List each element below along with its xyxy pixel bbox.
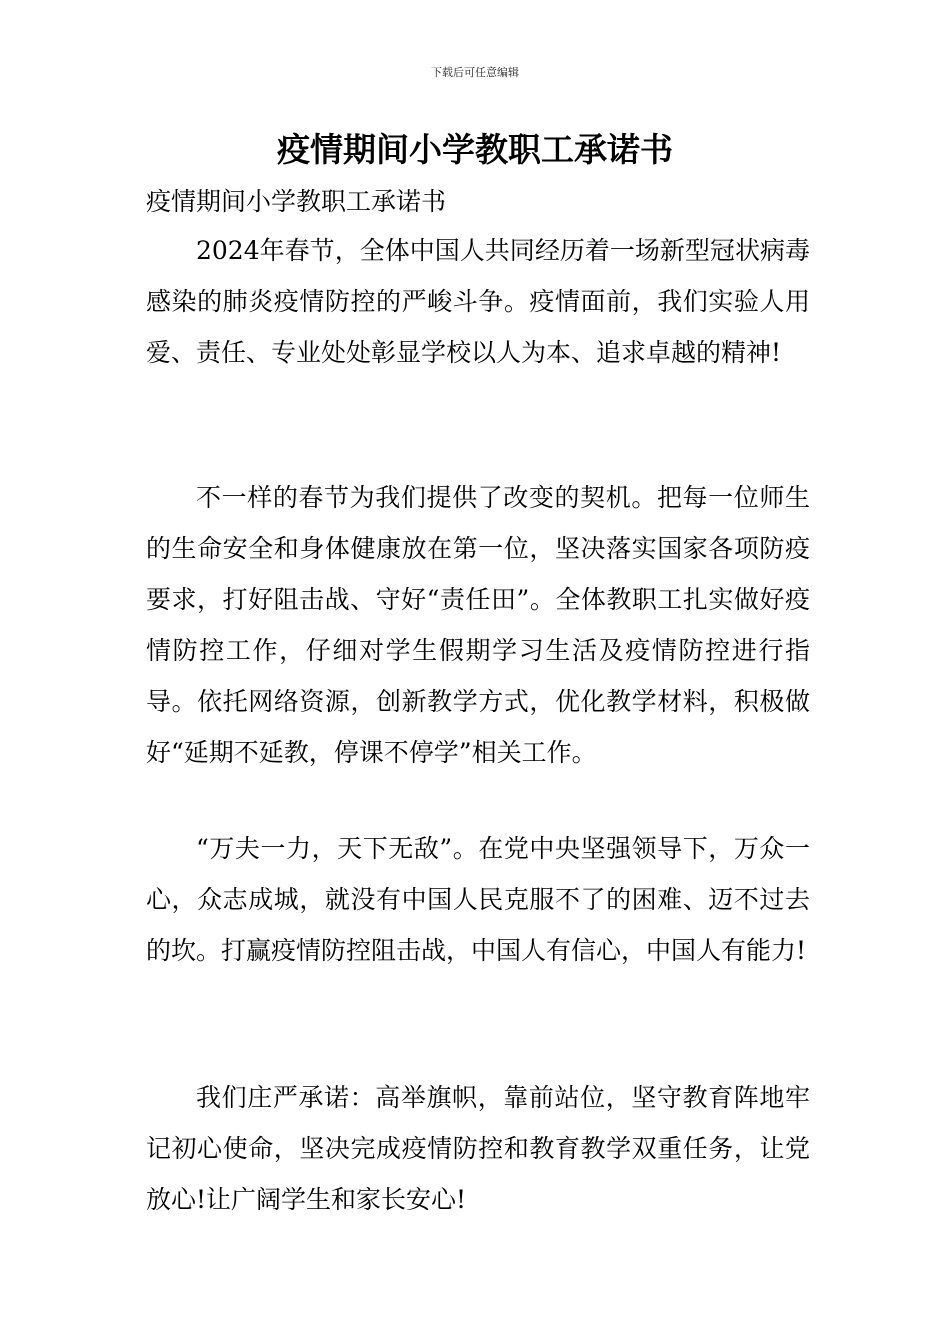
paragraph-3: “万夫一力，天下无敌”。在党中央坚强领导下，万众一心，众志成城，就没有中国人民克服不了的困难、迈不过去的坎。打赢疫情防控阻击战，中国人有信心，中国人有能力!	[146, 834, 810, 965]
document-title: 疫情期间小学教职工承诺书	[277, 130, 673, 169]
paragraph-1: 2024年春节，全体中国人共同经历着一场新型冠状病毒感染的肺炎疫情防控的严峻斗争。疫情面前，我们实验人用爱、责任、专业处处彰显学校以人为本、追求卓越的精神!	[146, 236, 810, 367]
paragraph-2: 不一样的春节为我们提供了改变的契机。把每一位师生的生命安全和身体健康放在第一位，坚决落实国家各项防疫要求，打好阻击战、守好“责任田”。全体教职工扎实做好疫情防控工作，仔细对学生假期学习生活及疫情防控进行指导。依托网络资源，创新教学方式，优化教学材料，积极做好“延期不延教，停课不停学”相关工作。	[146, 483, 810, 767]
paragraph-4: 我们庄严承诺：高举旗帜，靠前站位，坚守教育阵地牢记初心使命，坚决完成疫情防控和教育教学双重任务，让党放心!让广阔学生和家长安心!	[146, 1083, 810, 1214]
header-note: 下载后可任意编辑	[431, 66, 519, 79]
document-subtitle: 疫情期间小学教职工承诺书	[146, 187, 447, 216]
